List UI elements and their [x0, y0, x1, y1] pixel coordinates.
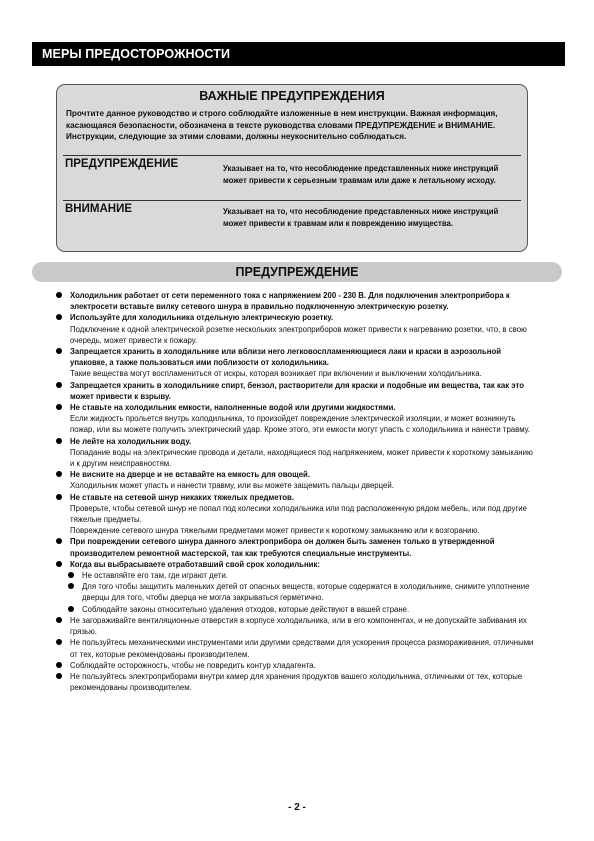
item-heading: Не ставьте на холодильник емкости, наполненные водой или другими жидкостями. [70, 403, 396, 413]
divider [63, 155, 521, 156]
item-heading: Холодильник работает от сети переменного тока с напряжением 200 - 230 В. Для подключения электроприбора к электросети вставьте вилку сетевого шнура в правильно подключенную электрическую розетку. [70, 291, 510, 312]
item-text: Не пользуйтесь электроприборами внутри камер для хранения продуктов вашего холодильника, отличными от тех, которые рекомендованы производителем. [70, 671, 523, 693]
important-warnings-box [56, 84, 528, 252]
bullet-icon [56, 494, 62, 500]
bullet-icon [56, 662, 62, 668]
item-text: Не пользуйтесь механическими инструментами или другими средствами для ускорения процесса размораживания, отличными от тех, которые рекомендованы производителем. [70, 638, 534, 659]
bullet-icon [56, 382, 62, 388]
warning-list [56, 290, 534, 693]
important-warnings-intro: Прочтите данное руководство и строго соблюдайте изложенные в нем инструкции. Важная информация, касающаяся безопасности, обозначена в тексте руководства словами ПРЕДУПРЕЖДЕНИЕ и ВНИМАНИЕ. Инструкции, следующие за этими словами, должны неукоснительно соблюдаться. [66, 109, 498, 141]
list-item [56, 312, 534, 346]
bullet-icon [56, 438, 62, 444]
item-text: Проверьте, чтобы сетевой шнур не попал под колесики холодильника или под расположенную рядом мебель, или под другие тяжелые предметы. [70, 503, 527, 525]
item-text: Соблюдайте законы относительно удаления отходов, которые действуют в вашей стране. [82, 604, 410, 614]
item-text: Холодильник может упасть и нанести травму, или вы можете защемить пальцы дверцей. [70, 481, 394, 491]
list-item [56, 559, 534, 570]
bullet-icon [56, 348, 62, 354]
list-item [56, 346, 534, 380]
item-text: Если жидкость прольется внутрь холодильника, то произойдет повреждение электрической изоляции, и может возникнуть пожар, или вы можете получить электрический удар. Кроме этого, эти емкости могут упасть с холодильника и нанести травму. [70, 414, 530, 435]
page-number: - 2 - [288, 802, 306, 813]
item-text: Не оставляйте его там, где играют дети. [82, 571, 228, 581]
important-warnings-title: ВАЖНЫЕ ПРЕДУПРЕЖДЕНИЯ [199, 89, 385, 103]
bullet-icon [68, 606, 74, 612]
list-item [56, 637, 534, 659]
term-warning: ПРЕДУПРЕЖДЕНИЕ [65, 158, 179, 170]
term-caution: ВНИМАНИЕ [65, 203, 133, 215]
divider [63, 200, 521, 201]
bullet-icon [56, 561, 62, 567]
sub-list-item [56, 581, 534, 603]
list-item [56, 436, 534, 470]
bullet-icon [56, 404, 62, 410]
list-item [56, 469, 534, 491]
list-item [56, 380, 534, 402]
section-header: МЕРЫ ПРЕДОСТОРОЖНОСТИ [32, 42, 565, 66]
bullet-icon [56, 538, 62, 544]
list-item [56, 290, 534, 312]
warning-section-title: ПРЕДУПРЕЖДЕНИЕ [32, 262, 562, 282]
item-text: Повреждение сетевого шнура тяжелыми предметами может привести к короткому замыканию или к возгоранию. [70, 526, 480, 536]
item-heading: При повреждении сетевого шнура данного электроприбора он должен быть заменен только в утвержденной производителем ремонтной мастерской, так как требуются специальные инструменты. [70, 537, 495, 558]
item-text: Для того чтобы защитить маленьких детей от опасных веществ, которые содержатся в холодильнике, снимите уплотнение дверцы для того, чтобы дверца не могла закрываться герметично. [82, 582, 530, 603]
list-item [56, 492, 534, 537]
sub-list-item [56, 604, 534, 615]
bullet-icon [56, 314, 62, 320]
bullet-icon [56, 617, 62, 623]
item-text: Не загораживайте вентиляционные отверстия в корпусе холодильника, или в его компонентах, и не допускайте забивания их грязью. [70, 615, 527, 637]
item-heading: Не лейте на холодильник воду. [70, 436, 192, 446]
term-warning-desc: Указывает на то, что несоблюдение представленных ниже инструкций может привести к серьезным травмам или даже к летальному исходу. [223, 164, 499, 185]
item-heading: Не ставьте на сетевой шнур никаких тяжелых предметов. [70, 492, 294, 502]
list-item [56, 615, 534, 637]
list-item [56, 671, 534, 693]
bullet-icon [56, 292, 62, 298]
item-text: Такие вещества могут воспламениться от искры, которая возникает при включении и выключении холодильника. [70, 369, 482, 379]
bullet-icon [68, 572, 74, 578]
item-heading: Используйте для холодильника отдельную электрическую розетку. [70, 313, 334, 323]
item-heading: Запрещается хранить в холодильнике спирт, бензол, растворители для краски и подобные им вещества, так как это может привести к взрыву. [70, 380, 524, 401]
item-heading: Когда вы выбрасываете отработавший свой срок холодильник: [70, 559, 320, 569]
item-heading: Запрещается хранить в холодильнике или вблизи него легковоспламеняющиеся лаки и краски в аэрозольной упаковке, а также пользоваться ими поблизости от холодильника. [70, 347, 502, 368]
bullet-icon [56, 673, 62, 679]
list-item [56, 536, 534, 558]
item-heading: Не висните на дверце и не вставайте на емкость для овощей. [70, 470, 311, 480]
item-text: Попадание воды на электрические провода и детали, находящиеся под напряжением, может привести к короткому замыканию и к другим неисправностям. [70, 447, 533, 469]
list-item [56, 660, 534, 671]
bullet-icon [56, 639, 62, 645]
item-text: Соблюдайте осторожность, чтобы не повредить контур хладагента. [70, 660, 316, 670]
sub-list-item [56, 570, 534, 581]
list-item [56, 402, 534, 436]
item-text: Подключение к одной электрической розетке нескольких электроприборов может привести к нагреванию розетки, что, в свою очередь, может привести к пожару. [70, 324, 527, 345]
term-caution-desc: Указывает на то, что несоблюдение представленных ниже инструкций может привести к травмам или к повреждению имущества. [223, 207, 499, 228]
bullet-icon [56, 471, 62, 477]
bullet-icon [68, 583, 74, 589]
